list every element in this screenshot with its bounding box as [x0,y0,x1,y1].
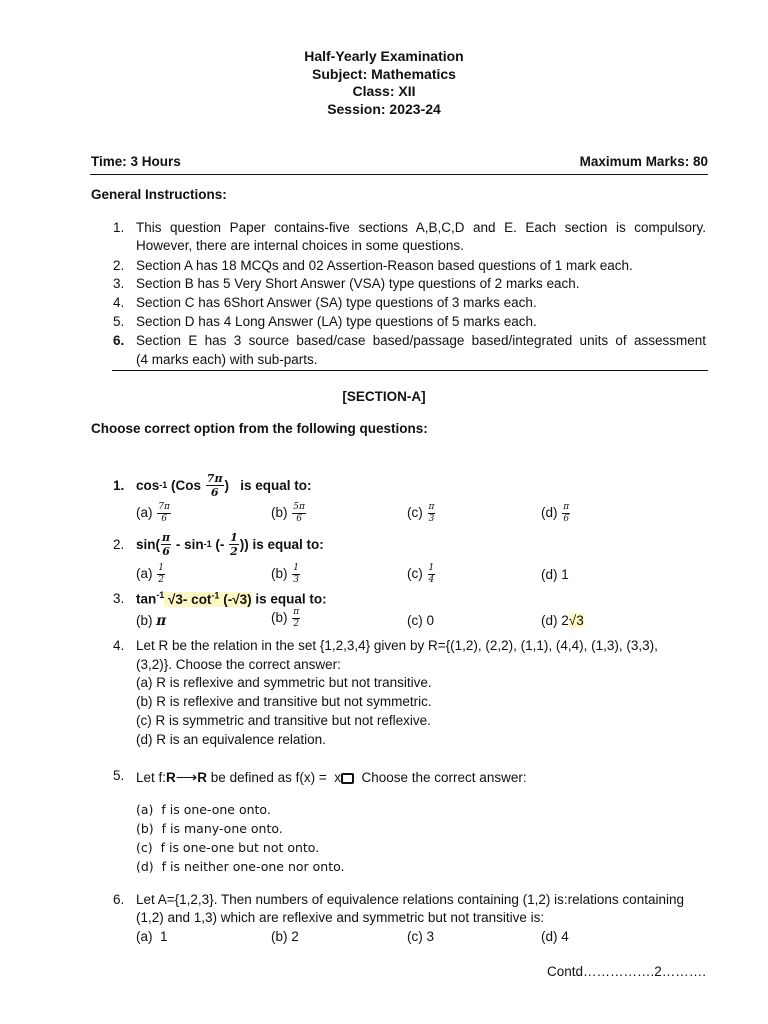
q5-mid: be defined as f(x) = x [207,770,341,785]
continued-note: Contd…………….2………. [546,964,706,979]
question-number: 6. [113,892,125,907]
option-label: (a) [136,566,153,582]
numerator: π [162,530,171,544]
denominator: 4 [428,575,435,585]
option-value: 3 [426,929,435,944]
option-text: R is an equivalence relation. [156,732,326,747]
denominator: 2 [158,575,164,585]
arrow-icon: ⟶ [175,769,198,786]
q2-sup: -1 [203,539,212,549]
denominator: 6 [162,544,170,558]
question-text [136,590,327,607]
numerator: 1 [230,530,238,544]
instruction-text-cont: (4 marks each) with sub-parts. [136,352,318,367]
header-divider [90,174,708,175]
option-value: 2 [291,929,299,944]
instruction-number: 6. [113,333,125,348]
instruction-text: Section B has 5 Very Short Answer (VSA) type questions of 2 marks each. [136,276,580,291]
option-label: (b) [271,505,288,521]
option-value: 1 [160,929,168,944]
denominator: 6 [563,514,570,524]
option-label: (b) [271,929,288,944]
option-label: (b) [271,566,288,582]
option-label: (d) [136,859,154,874]
option [136,564,166,585]
option-label: (a) [136,929,153,944]
option-label: (d) [136,732,153,747]
option-label: (b) [136,821,154,836]
option-value-highlight: √3 [568,613,584,628]
option [271,503,307,524]
question-text: Let R be the relation in the set {1,2,3,4} given by R={(1,2), (2,2), (1,1), (4,4), (1,3), (3,3), [136,638,658,653]
max-marks [580,154,708,169]
question-number: 1. [113,478,125,493]
q2-mid: - sin [172,536,204,552]
option-label: (d) [541,929,558,944]
question-text [136,529,324,559]
q1-sup: -1 [159,480,168,490]
numerator: π [563,502,570,512]
option [271,929,299,944]
numerator: π [293,607,300,617]
option-label: (b) [136,613,153,628]
q5-post: Choose the correct answer: [354,770,527,785]
numerator: 7π [158,502,170,512]
instruction-number: 4. [113,295,125,310]
q1-post: ) is equal to: [224,477,312,493]
option-label: (d) [541,505,558,521]
option-text: R is reflexive and transitive but not symmetric. [156,694,432,709]
option [407,929,434,944]
q1-numerator: 7π [206,471,223,485]
option [136,802,271,817]
question-number: 2. [113,537,125,552]
option-fraction [428,503,436,524]
option [136,929,168,944]
denominator: 6 [161,514,167,524]
instruction-text: Section D has 4 Long Answer (LA) type questions of 5 marks each. [136,314,537,329]
max-marks-value: 80 [692,154,708,169]
q3-post: is equal to: [251,591,327,607]
max-marks-label: Maximum Marks: [579,154,693,169]
option-label: (b) [271,610,288,626]
q2-pre: sin( [136,536,161,552]
option-label: (c) [407,505,423,521]
question-text-cont: (3,2)}. Choose the correct answer: [136,657,341,672]
exam-session: Session: 2023-24 [327,101,441,117]
instructions-divider [112,370,708,371]
option [407,564,436,585]
q3-sup2: -1 [211,590,220,600]
q2-fraction-1 [161,532,171,557]
q2-mid2: (- [211,536,229,552]
q1-mid: (Cos [167,477,205,493]
option [407,503,436,524]
q2-post: )) is equal to: [239,536,324,552]
q3-hl-text2: (-√3) [219,591,252,607]
option [541,567,569,582]
option-fraction [292,503,306,524]
question-text-cont: (1,2) and 1,3) which are reflexive and symmetric but not transitive is: [136,910,545,925]
denominator: 3 [428,514,435,524]
option [136,713,431,728]
instructions-heading: General Instructions: [91,187,227,202]
option-fraction [292,564,300,585]
question-number: 3. [113,591,125,606]
option-label: (d) [541,613,558,628]
option-label: (a) [136,505,153,521]
option-label: (c) [136,713,152,728]
option-fraction [157,503,171,524]
section-title: [SECTION-A] [342,389,426,404]
option [407,613,434,628]
q3-hl-text: √3- cot [164,591,212,607]
option-label: (c) [407,613,423,628]
option-label: (d) [541,567,558,582]
numerator: 1 [293,563,299,573]
option-value: 2 [561,613,569,628]
instruction-text: This question Paper contains-five sections A,B,C,D and E. Each section is compulsory. [136,220,706,235]
time-label: Time: 3 Hours [91,154,181,169]
denominator: 2 [293,619,300,629]
denominator: 2 [230,544,238,558]
option-fraction [157,564,165,585]
option [136,821,283,836]
option-value: 0 [426,613,435,628]
q2-fraction-2 [229,532,239,557]
option-label: (b) [136,694,153,709]
option [136,613,166,629]
question-text [136,470,312,500]
exam-class: Class: XII [352,83,416,99]
q5-domain: R [166,770,176,785]
instruction-text: Section E has 3 source based/case based/passage based/integrated units of assessment [136,333,706,348]
instruction-number: 3. [113,276,125,291]
option [271,564,301,585]
instruction-number: 2. [113,258,125,273]
option-value: π [156,613,167,629]
option [541,929,569,944]
q3-highlight [164,592,251,607]
option-text: f is one-one onto. [161,802,271,817]
option-text: R is reflexive and symmetric but not transitive. [156,675,432,690]
exam-subject: Subject: Mathematics [312,66,456,82]
option [136,675,432,690]
option-fraction [428,564,436,585]
denominator: 6 [296,514,302,524]
instruction-text-cont: However, there are internal choices in some questions. [136,238,464,253]
question-number: 4. [113,638,125,653]
denominator: 3 [293,575,299,585]
question-number: 5. [113,768,125,783]
q3-sup: -1 [156,590,165,600]
q3-tan: tan [136,591,157,607]
q5-pre: Let f: [136,770,167,785]
numerator: 1 [428,563,435,573]
option-fraction [562,503,570,524]
q5-codomain: R [197,770,208,785]
exam-title: Half-Yearly Examination [304,48,464,64]
option-fraction [292,608,300,629]
q1-fraction [206,473,224,498]
numerator: 5π [293,502,305,512]
option-text: f is neither one-one nor onto. [161,859,345,874]
question-text: Let A={1,2,3}. Then numbers of equivalence relations containing (1,2) is:relations containing [136,892,684,907]
option-label: (c) [407,929,423,944]
section-prompt: Choose correct option from the following questions: [91,421,428,436]
option [136,732,326,747]
option-label: (a) [136,802,154,817]
option [541,503,571,524]
numerator: π [428,502,435,512]
instruction-number: 5. [113,314,125,329]
numerator: 1 [158,563,164,573]
option [541,613,584,628]
option-label: (c) [136,840,153,855]
option-text: f is one-one but not onto. [160,840,320,855]
option-text: f is many-one onto. [161,821,283,836]
instruction-text: Section A has 18 MCQs and 02 Assertion-Reason based questions of 1 mark each. [136,258,633,273]
option [136,694,432,709]
option-label: (a) [136,675,153,690]
instruction-number: 1. [113,220,125,235]
question-text [136,768,527,786]
missing-glyph-icon [341,773,354,784]
option-label: (c) [407,566,423,582]
option [136,840,319,855]
option [136,503,172,524]
option-value: 4 [561,929,569,944]
option [136,859,345,874]
option [271,608,301,629]
q1-cos: cos [136,477,160,493]
q1-denominator: 6 [210,485,219,499]
option-text: R is symmetric and transitive but not reflexive. [155,713,431,728]
instruction-text: Section C has 6Short Answer (SA) type questions of 3 marks each. [136,295,537,310]
option-value: 1 [561,567,569,582]
